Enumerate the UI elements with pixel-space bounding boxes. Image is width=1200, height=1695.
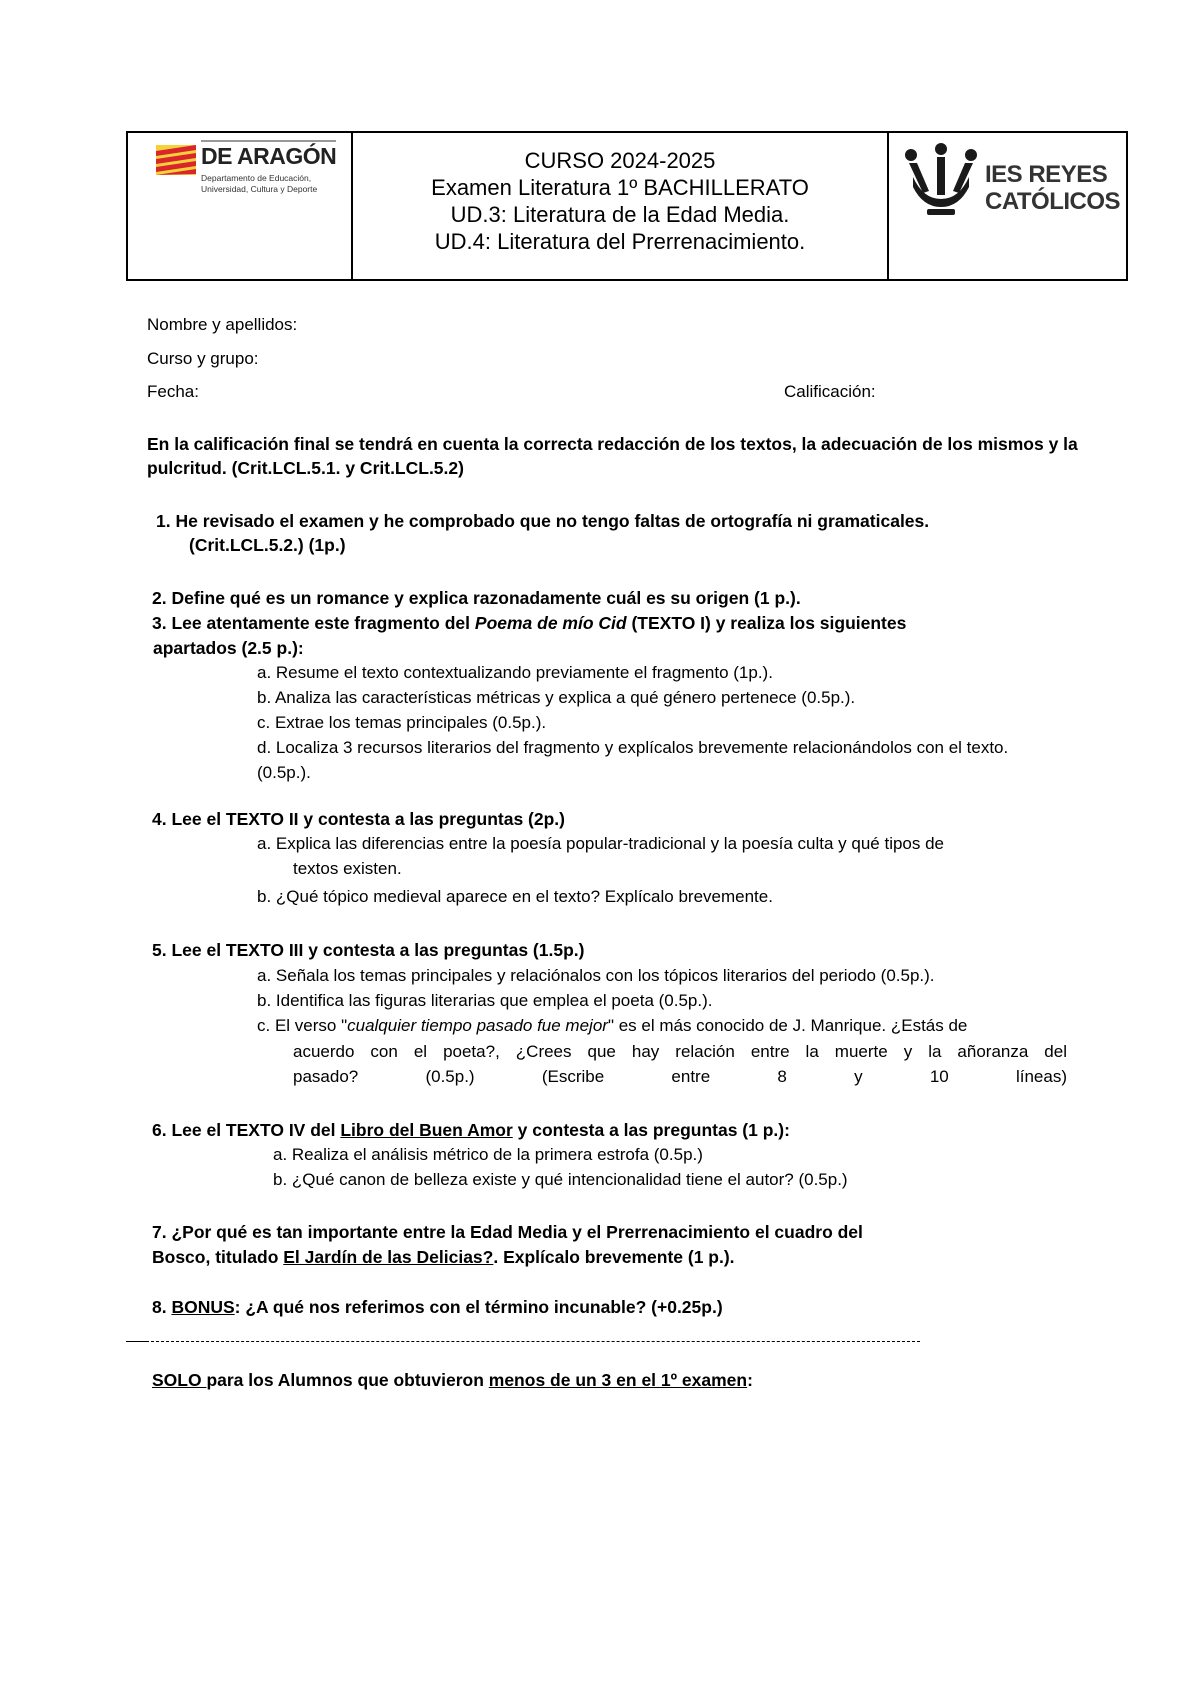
dashed-separator [126,1340,920,1344]
question-5c-pre: c. El verso " [257,1016,348,1035]
question-3-pre: 3. Lee atentamente este fragmento del [152,613,475,633]
aragon-logo-subtitle [201,173,317,195]
question-6b: b. ¿Qué canon de belleza existe y qué intencionalidad tiene el autor? (0.5p.) [273,1170,848,1189]
field-grade-label: Calificación: [784,382,876,401]
field-name-label: Nombre y apellidos: [147,315,298,334]
question-3d-line-1: d. Localiza 3 recursos literarios del fragmento y explícalos brevemente relacionándolos con el texto. [257,738,1009,757]
aragon-logo-name: DE ARAGÓN [201,143,337,169]
header-unit-3: UD.3: Literatura de la Edad Media. [450,202,790,227]
header-exam: Examen Literatura 1º BACHILLERATO [431,175,809,200]
dashed-separator-line [146,1341,920,1342]
footer-colon: : [747,1370,753,1390]
question-5b: b. Identifica las figuras literarias que emplea el poeta (0.5p.). [257,991,713,1010]
question-7-post: . Explícalo brevemente (1 p.). [493,1247,735,1267]
question-6-title [152,1118,790,1142]
aragon-sub-line-2: Universidad, Cultura y Deporte [201,184,318,194]
question-5c-line-2: acuerdo con el poeta?, ¿Crees que hay relación entre la muerte y la añoranza del [293,1042,1067,1061]
question-7-work-title: El Jardín de las Delicias? [283,1247,494,1267]
header-school-cell [889,133,1126,279]
question-8-number: 8. [152,1297,172,1317]
question-5c-post: " es el más conocido de J. Manrique. ¿Estás de [607,1016,968,1035]
question-3-post: (TEXTO I) y realiza los siguientes [626,613,907,633]
question-6-work-title: Libro del Buen Amor [340,1120,513,1140]
question-5c-quote: cualquier tiempo pasado fue mejor [347,1016,608,1035]
question-3d-line-2: (0.5p.). [257,763,311,782]
footer-solo: SOLO [152,1370,207,1390]
question-5c-line-3: pasado? (0.5p.) (Escribe entre 8 y 10 líneas) [293,1067,1067,1086]
question-7-line-1: 7. ¿Por qué es tan importante entre la Edad Media y el Prerrenacimiento el cuadro del [152,1222,863,1242]
header-table [126,131,1128,281]
question-7-pre: Bosco, titulado [152,1247,284,1267]
ies-reyes-catolicos-logo [903,143,1121,223]
question-6-post: y contesta a las preguntas (1 p.): [512,1120,790,1140]
aragon-flag-icon [156,145,196,175]
question-5-title: 5. Lee el TEXTO III y contesta a las preguntas (1.5p.) [152,940,585,960]
question-4b: b. ¿Qué tópico medieval aparece en el texto? Explícalo brevemente. [257,887,773,906]
question-3-line-2: apartados (2.5 p.): [153,638,304,658]
question-8 [152,1295,723,1319]
ies-logo-text [985,161,1120,215]
header-title-cell [353,133,889,279]
question-3-work-title: Poema de mío Cid [474,613,627,633]
header-course: CURSO 2024-2025 [524,148,716,173]
question-2: 2. Define qué es un romance y explica razonadamente cuál es su origen (1 p.). [152,588,801,608]
question-1-line-2: (Crit.LCL.5.2.) (1p.) [189,535,346,555]
question-3b: b. Analiza las características métricas y explica a qué género pertenece (0.5p.). [257,688,856,707]
ies-logo-line-1: IES REYES [985,161,1108,188]
aragon-sub-line-1: Departamento de Educación, [201,173,312,183]
footer-note [152,1368,753,1392]
field-group-label: Curso y grupo: [147,349,259,368]
field-date-label: Fecha: [147,382,199,401]
question-4a-line-2: textos existen. [293,859,402,878]
question-7-line-2 [152,1245,735,1269]
grading-instructions: En la calificación final se tendrá en cuenta la correcta redacción de los textos, la adecuación de los mismos y la pulcritud. (Crit.LCL.5.1. y Crit.LCL.5.2) [147,434,1078,478]
question-8-text: : ¿A qué nos referimos con el término incunable? (+0.25p.) [234,1297,723,1317]
question-3a: a. Resume el texto contextualizando previamente el fragmento (1p.). [257,663,773,682]
question-5c-line-1 [257,1014,967,1038]
header-logo-cell [128,133,353,279]
question-4a-line-1: a. Explica las diferencias entre la poesía popular-tradicional y la poesía culta y qué tipos de [257,834,945,853]
crown-icon [903,143,979,219]
question-3-line-1 [152,611,906,635]
question-8-bonus-label: BONUS [171,1297,235,1317]
ies-logo-line-2: CATÓLICOS [985,188,1121,215]
footer-condition: menos de un 3 en el 1º examen [488,1370,748,1390]
footer-mid: para los Alumnos que obtuvieron [206,1370,489,1390]
header-unit-4: UD.4: Literatura del Prerrenacimiento. [434,229,806,254]
question-6-pre: 6. Lee el TEXTO IV del [152,1120,341,1140]
question-3c: c. Extrae los temas principales (0.5p.). [257,713,547,732]
question-1-line-1: 1. He revisado el examen y he comprobado que no tengo faltas de ortografía ni gramaticales. [156,511,930,531]
question-5a: a. Señala los temas principales y relaciónalos con los tópicos literarios del periodo (0.5p.). [257,966,935,985]
question-6a: a. Realiza el análisis métrico de la primera estrofa (0.5p.) [273,1145,703,1164]
question-4-title: 4. Lee el TEXTO II y contesta a las preguntas (2p.) [152,809,566,829]
